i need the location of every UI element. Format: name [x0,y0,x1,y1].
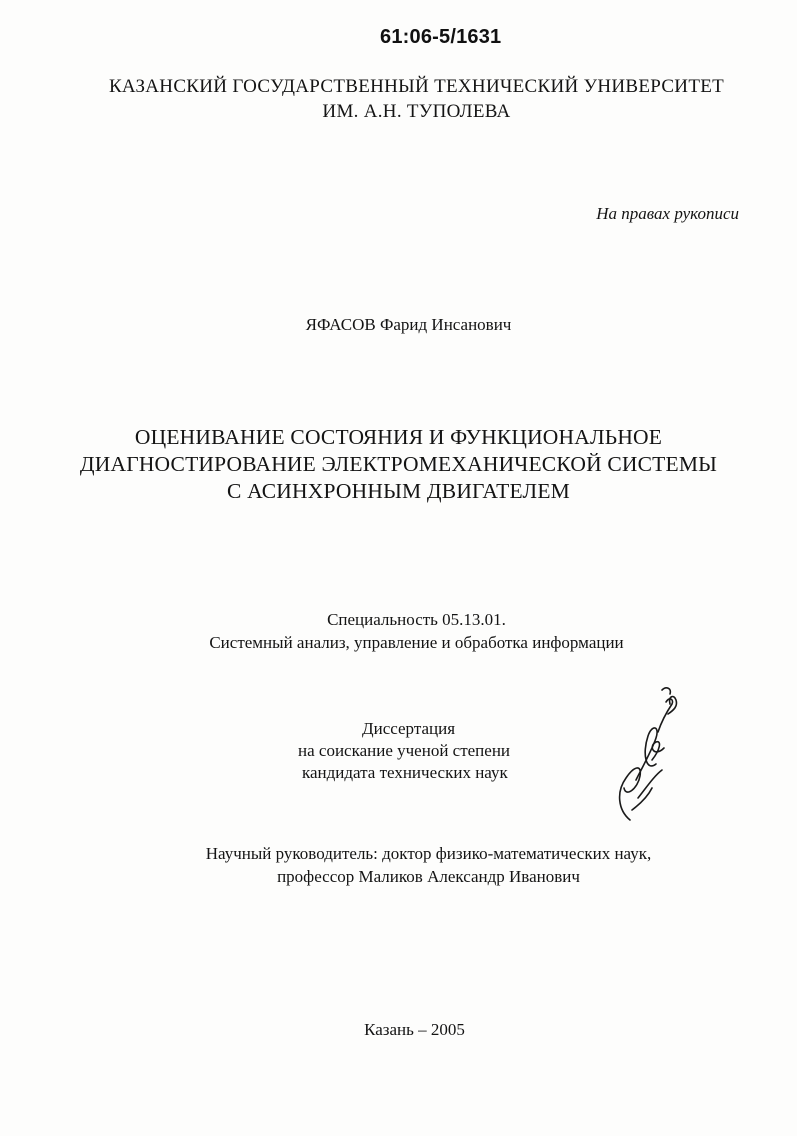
specialty-block [18,608,797,654]
city-year: Казань – 2005 [364,1020,465,1039]
author-name: ЯФАСОВ Фарид Инсанович [305,315,512,334]
thesis-line-2: на соискание ученой степени [298,741,511,760]
specialty-name: Системный анализ, управление и обработка информации [209,633,624,652]
supervisor-block [30,842,797,888]
supervisor-line-2: профессор Маликов Александр Иванович [277,867,580,886]
university-line-2: ИМ. А.Н. ТУПОЛЕВА [322,101,511,122]
signature-stroke-7 [632,788,652,810]
specialty-code: Специальность 05.13.01. [327,610,506,629]
title-line-3: С АСИНХРОННЫМ ДВИГАТЕЛЕМ [226,479,570,503]
signature-stroke-3 [652,742,664,760]
university-name [18,74,797,124]
handwritten-signature [612,680,682,830]
thesis-line-1: Диссертация [362,719,456,738]
university-line-1: КАЗАНСКИЙ ГОСУДАРСТВЕННЫЙ ТЕХНИЧЕСКИЙ УНИВЕРСИТЕТ [108,76,725,97]
thesis-degree-block [296,718,556,784]
catalog-number: 61:06-5/1631 [380,26,502,48]
signature-stroke-2 [636,728,657,780]
thesis-line-3: кандидата технических наук [302,763,508,782]
thesis-title [0,424,797,505]
supervisor-line-1: Научный руководитель: доктор физико-математических наук, [205,844,652,863]
signature-stroke-6 [638,770,662,798]
title-line-2: ДИАГНОСТИРОВАНИЕ ЭЛЕКТРОМЕХАНИЧЕСКОЙ СИСТЕМЫ [79,452,718,476]
title-line-1: ОЦЕНИВАНИЕ СОСТОЯНИЯ И ФУНКЦИОНАЛЬНОЕ [134,425,663,449]
signature-stroke-1 [620,768,641,820]
signature-stroke-8 [662,688,670,694]
manuscript-note: На правах рукописи [596,204,739,223]
